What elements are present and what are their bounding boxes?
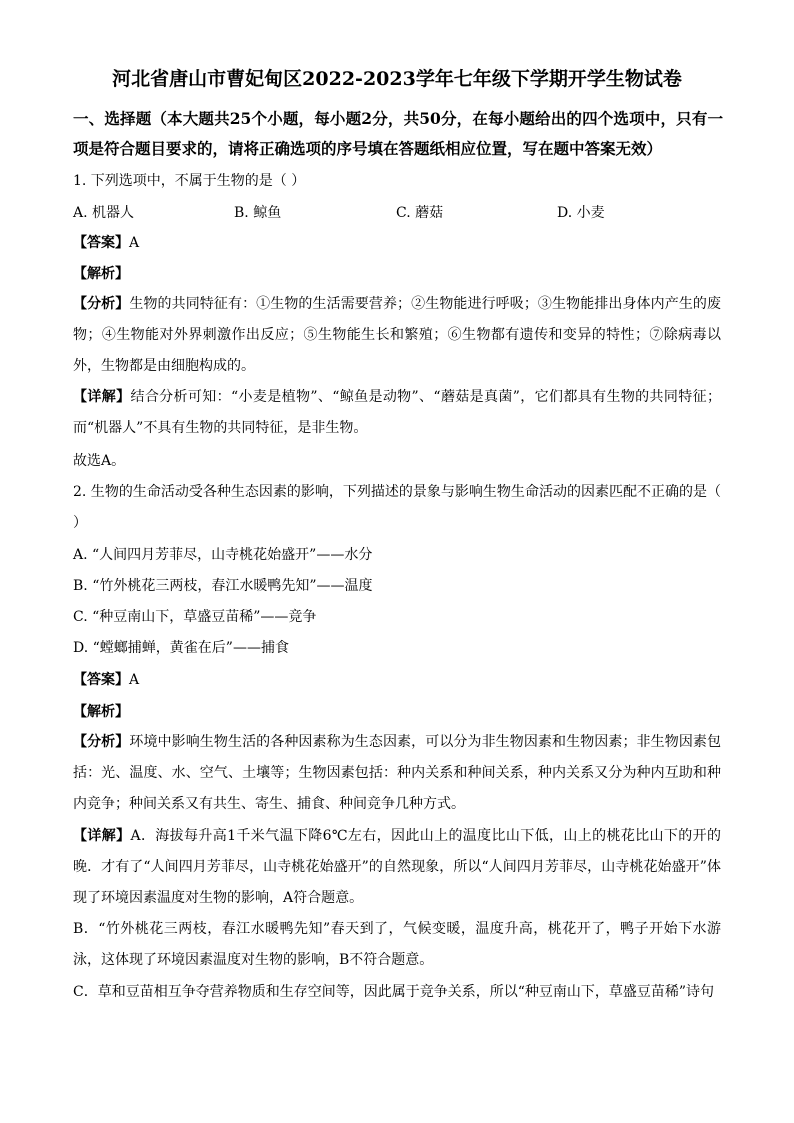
answer-value: A — [129, 672, 140, 688]
q2-xiangjie-a — [73, 821, 721, 914]
xiangjie-label: 【详解】 — [73, 389, 131, 405]
answer-value: A — [129, 235, 140, 251]
q1-answer — [73, 233, 139, 253]
q1-option-d: D. 小麦 — [557, 205, 605, 221]
q1-fenxi — [73, 289, 721, 382]
q1-xiangjie — [73, 382, 721, 444]
question-2-stem: 2. 生物的生命活动受各种生态因素的影响，下列描述的景象与影响生物生命活动的因素匹配不正确的是（ ） — [73, 484, 721, 531]
fenxi-label: 【分析】 — [73, 296, 130, 312]
q1-option-b: B. 鲸鱼 — [234, 205, 282, 221]
q1-conclusion: 故选A。 — [73, 453, 126, 469]
q1-option-a: A. 机器人 — [73, 205, 135, 221]
analysis-label: 【解析】 — [73, 704, 129, 720]
q1-analysis-label — [73, 264, 129, 284]
q2-option-c: C. “种豆南山下，草盛豆苗稀”——竞争 — [73, 609, 317, 625]
answer-label: 【答案】 — [73, 672, 129, 688]
q2-option-a: A. “人间四月芳菲尽，山寺桃花始盛开”——水分 — [73, 547, 373, 563]
fenxi-text: 环境中影响生物生活的各种因素称为生态因素，可以分为非生物因素和生物因素；非生物因素包括：光、温度、水、空气、土壤等；生物因素包括：种内关系和种间关系，种内关系又分为种内互助和种内竞争；种间关系又有共生、寄生、捕食、种间竞争几种方式。 — [73, 734, 722, 812]
q2-xiangjie-c: C．草和豆苗相互争夺营养物质和生存空间等，因此属于竞争关系，所以“种豆南山下，草盛豆苗稀”诗句 — [73, 984, 715, 1000]
xiangjie-a-text: A．海拔每升高1千米气温下降6℃左右，因此山上的温度比山下低，山上的桃花比山下的开的晚．才有了“人间四月芳菲尽，山寺桃花始盛开”的自然现象，所以“人间四月芳菲尽，山寺桃花始盛开”体现了环境因素温度对生物的影响，A符合题意。 — [73, 828, 722, 906]
q2-fenxi — [73, 727, 721, 820]
q1-option-c: C. 蘑菇 — [396, 205, 444, 221]
q2-xiangjie-b: B．“竹外桃花三两枝，春江水暖鸭先知”春天到了，气候变暖，温度升高，桃花开了，鸭子开始下水游泳，这体现了环境因素温度对生物的影响，B不符合题意。 — [73, 921, 721, 968]
section-heading: 一、选择题（本大题共25个小题，每小题2分，共50分，在每小题给出的四个选项中，只有一项是符合题目要求的，请将正确选项的序号填在答题纸相应位置，写在题中答案无效） — [73, 109, 723, 158]
q2-answer — [73, 670, 139, 690]
analysis-label: 【解析】 — [73, 266, 129, 282]
fenxi-label: 【分析】 — [73, 734, 130, 750]
q2-analysis-label — [73, 702, 129, 722]
page-title: 河北省唐山市曹妃甸区2022-2023学年七年级下学期开学生物试卷 — [112, 68, 682, 90]
q2-option-d: D. “螳螂捕蝉，黄雀在后”——捕食 — [73, 640, 289, 656]
xiangjie-label: 【详解】 — [73, 828, 131, 844]
xiangjie-text: 结合分析可知：“小麦是植物”、“鲸鱼是动物”、“蘑菇是真菌”，它们都具有生物的共同特征；而“机器人”不具有生物的共同特征，是非生物。 — [73, 389, 721, 436]
q2-option-b: B. “竹外桃花三两枝，春江水暖鸭先知”——温度 — [73, 578, 373, 594]
fenxi-text: 生物的共同特征有：①生物的生活需要营养；②生物能进行呼吸；③生物能排出身体内产生的废物；④生物能对外界刺激作出反应；⑤生物能生长和繁殖；⑥生物都有遗传和变异的特性；⑦除病毒以外，生物都是由细胞构成的。 — [73, 296, 722, 374]
answer-label: 【答案】 — [73, 235, 129, 251]
question-1-stem: 1. 下列选项中，不属于生物的是（ ） — [73, 173, 306, 189]
